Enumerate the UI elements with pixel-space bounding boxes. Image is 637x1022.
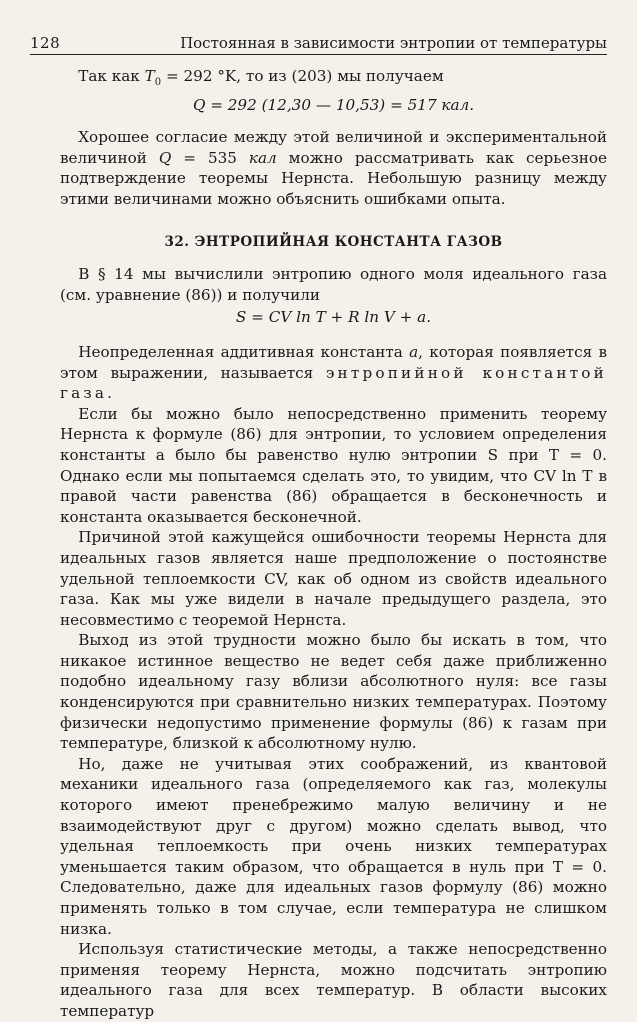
- paragraph-9: Используя статистические методы, а также непосредственно применяя теорему Нернста, можно подсчитать энтропию идеального газа для всех температур. В области высоких температур: [60, 940, 607, 1020]
- paragraph-7: Выход из этой трудности можно было бы искать в том, что никакое истинное вещество не ведет себя даже приближенно подобно идеальному газу вблизи абсолютного нуля: все газы конденсируются при сравнительно низких температурах. Поэтому физически недопустимо применение формулы (86) к газам при температуре, близкой к абсолютному нулю.: [60, 631, 607, 753]
- paragraph-3: В § 14 мы вычислили энтропию одного моля идеального газа (см. уравнение (86)) и получили: [60, 265, 607, 304]
- formula-q: Q = 292 (12,30 — 10,53) = 517 кал.: [192, 95, 475, 114]
- paragraph-2: Хорошее согласие между этой величиной и экспериментальной величиной Q = 535 кал можно рассматривать как серьезное подтверждение теоремы Нернста. Небольшую разницу между этими величинами можно объяснить ошибками опыта.: [60, 128, 607, 208]
- formula-entropy: S = CV ln T + R ln V + a.: [235, 308, 432, 327]
- paragraph-8: Но, даже не учитывая этих соображений, из квантовой механики идеального газа (определяемого как газ, молекулы которого имеют пренебрежимо малую величину и не взаимодействуют друг с другом) можно сделать вывод, что удельная теплоемкость при очень низких температурах уменьшается таким образом, что обращается в нуль при T = 0. Следовательно, даже для идеальных газов формулу (86) можно применять только в том случае, если температура не слишком низка.: [60, 754, 607, 938]
- paragraph-1: Так как $T_0 = 292$ °K, то из (203) мы получаем: [78, 67, 444, 89]
- paragraph-4: Неопределенная аддитивная константа a, которая появляется в этом выражении, называется энтропийной константой газа.: [60, 342, 607, 403]
- page-body: [60, 66, 607, 1022]
- page-number: 128: [30, 34, 61, 52]
- page-header: [30, 30, 607, 55]
- running-title: Постоянная в зависимости энтропии от температуры: [180, 34, 607, 52]
- paragraph-5: Если бы можно было непосредственно применить теорему Нернста к формуле (86) для энтропии, то условием определения константы a было бы равенство нулю энтропии S при T = 0. Однако если мы попытаемся сделать это, то увидим, что CV ln T в правой части равенства (86) обращается в бесконечность и константа оказывается бесконечной.: [60, 404, 607, 526]
- paragraph-6: Причиной этой кажущейся ошибочности теоремы Нернста для идеальных газов является наше предположение о постоянстве удельной теплоемкости CV, как об одном из свойств идеального газа. Как мы уже видели в начале предыдущего раздела, это несовместимо с теоремой Нернста.: [60, 528, 607, 629]
- section-heading: 32. ЭНТРОПИЙНАЯ КОНСТАНТА ГАЗОВ: [164, 233, 503, 250]
